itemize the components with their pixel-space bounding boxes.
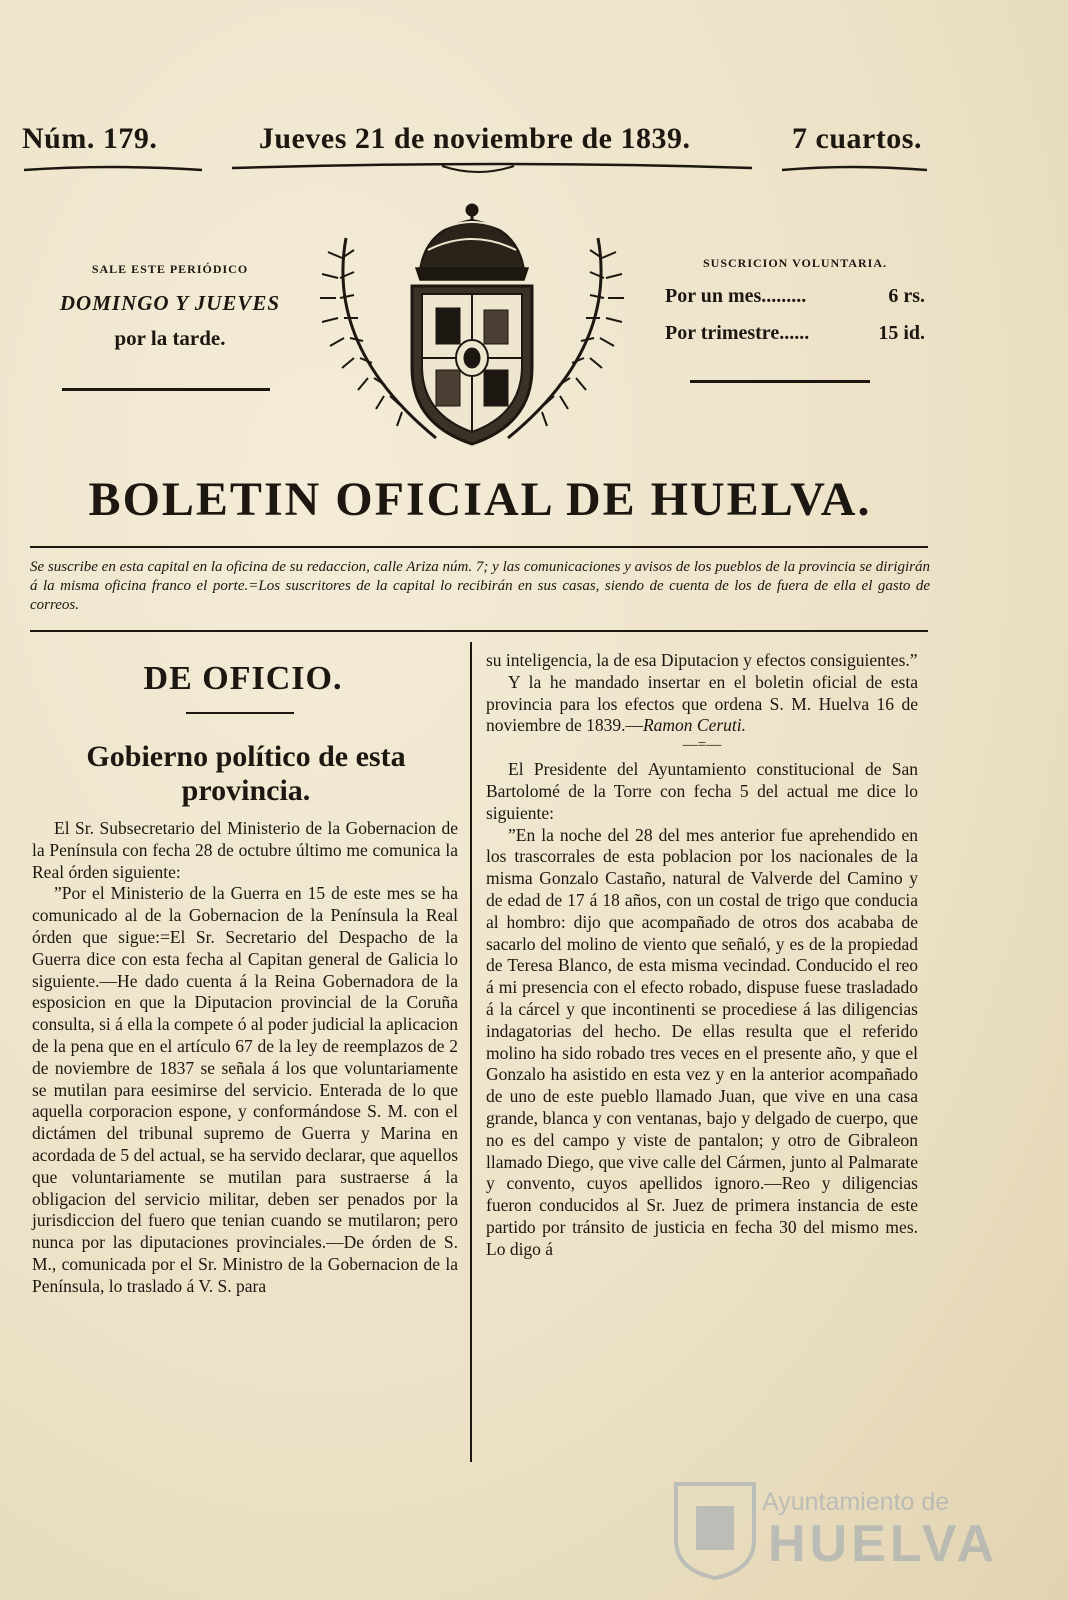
notice-rule	[30, 630, 928, 632]
price-row-quarter	[665, 322, 925, 345]
section-title-rule	[186, 712, 294, 714]
newspaper-masthead: BOLETIN OFICIAL DE HUELVA.	[88, 473, 872, 526]
city-shield-icon	[670, 1478, 760, 1582]
right-paragraph-4: ”En la noche del 28 del mes anterior fue aprehendido en los trascorrales de esta poblacion por los nacionales de la misma Gonzalo Castaño, natural de Valverde del Camino y de edad de 17 á 18 años, con un costal de trigo que conducia al hombro: dijo que acompañado de otros dos acababa de sacarlo del molino de viento que señaló, y es de la propiedad de Teresa Blanco, de esta misma vecindad. Conducido el reo á mi presencia con el efecto robado, dispuse fuese trasladado á la cárcel y que incontinenti se procediese á las diligencias indagatorias del hecho. De ellas resulta que el referido molino ha sido robado tres veces en el presente año, y que el Gonzalo ha asistido en esta vez y en la anterior acompañado de uno de este pueblo llamado Juan, que vive en una casa grande, blanca y con ventanas, bajo y delgado de cuerpo, que no es del campo y viste de pantalon; y otro de Gibraleon llamado Diego, que vive calle del Cármen, junto al Palmarate y convento, cuyos apellidos ignoro.—Reo y diligencias fueron conducidos al Sr. Juez de primera instancia de este partido por tránsito de justicia en fecha 30 del mismo mes. Lo digo á	[486, 824, 918, 1259]
masthead-rule-top	[30, 546, 928, 548]
schedule-line-1: SALE ESTE PERIÓDICO	[91, 262, 249, 276]
archive-watermark	[670, 1478, 1050, 1588]
left-paragraph-1: El Sr. Subsecretario del Ministerio de la Gobernacion de la Península con fecha 28 de octubre último me comunica la Real órden siguiente:	[32, 818, 458, 882]
issue-header	[22, 122, 922, 156]
subscription-prices	[665, 256, 925, 345]
schedule-time: por la tarde.	[114, 326, 226, 350]
right-paragraph-2	[486, 672, 918, 737]
publication-schedule	[30, 262, 310, 351]
section-title: DE OFICIO.	[143, 660, 343, 697]
schedule-days: DOMINGO Y JUEVES	[59, 291, 281, 315]
price-row-month	[665, 285, 925, 308]
price-quarter-label: Por trimestre......	[665, 322, 810, 344]
issue-number: Núm. 179.	[22, 122, 158, 155]
watermark-line-2: HUELVA	[768, 1515, 999, 1573]
watermark-line-1: Ayuntamiento de	[762, 1488, 950, 1516]
left-paragraph-2: ”Por el Ministerio de la Guerra en 15 de este mes se ha comunicado al de la Gobernacion de la Península la Real órden que sigue:=El Sr. Secretario del Despacho de la Guerra dice con esta fecha al Capitan general de Galicia lo siguiente.—He dado cuenta á la Reina Gobernadora de la esposicion en que la Diputacion provincial de la Coruña consulta, si á ella la compete ó al poder judicial la aplicacion de la pena que en el artículo 67 de la ley de reemplazos de 2 de noviembre de 1837 se señala á los que voluntariamente se mutilan para eesimirse del servicio. Enterada de lo que aquella corporacion espone, y conformándose S. M. con el dictámen del tribunal supremo de Guerra y Marina en acordada de 5 del actual, se ha servido declarar, que aquellos que voluntariamente se mutilan para sustraerse á la obligacion del servicio militar, deben ser penados por la jurisdiccion del fuero que tenian cuando se mutilaron; pero nunca por las diputaciones provinciales.—De órden de S. M., comunicada por el Sr. Ministro de la Gobernacion de la Península, lo traslado á V. S. para	[32, 883, 458, 1296]
right-paragraph-2-text: Y la he mandado insertar en el boletin oficial de esta provincia para los efectos que ordena S. M. Huelva 16 de noviembre de 1839.—	[486, 671, 918, 736]
signature: Ramon Ceruti.	[642, 715, 747, 736]
issue-price: 7 cuartos.	[792, 122, 922, 155]
right-column	[486, 650, 918, 1261]
subscription-title: SUSCRICION VOLUNTARIA.	[702, 256, 887, 270]
header-ornamental-rule	[22, 158, 934, 188]
left-column	[32, 818, 458, 1298]
subscription-notice: Se suscribe en esta capital en la oficina de su redaccion, calle Ariza núm. 7; y las comunicaciones y avisos de los pueblos de la provincia se dirigirán á la misma oficina franco el porte.=Los suscritores de la capital lo recibirán en sus casas, siendo de cuenta de los de fuera de ella el gasto de correos.	[30, 559, 930, 613]
right-box-rule	[690, 380, 870, 383]
article-divider: —=—	[682, 737, 722, 754]
right-paragraph-3: El Presidente del Ayuntamiento constitucional de San Bartolomé de la Torre con fecha 5 del actual me dice lo siguiente:	[486, 759, 918, 823]
price-month-value: 6 rs.	[888, 285, 925, 307]
royal-crest-icon	[316, 198, 628, 460]
article-title: Gobierno político de esta provincia.	[86, 740, 406, 807]
column-divider	[470, 642, 472, 1462]
issue-date: Jueves 21 de noviembre de 1839.	[258, 122, 691, 155]
left-box-rule	[62, 388, 270, 391]
right-paragraph-1: su inteligencia, la de esa Diputacion y efectos consiguientes.”	[486, 650, 918, 670]
price-month-label: Por un mes.........	[665, 285, 807, 307]
price-quarter-value: 15 id.	[878, 322, 925, 344]
